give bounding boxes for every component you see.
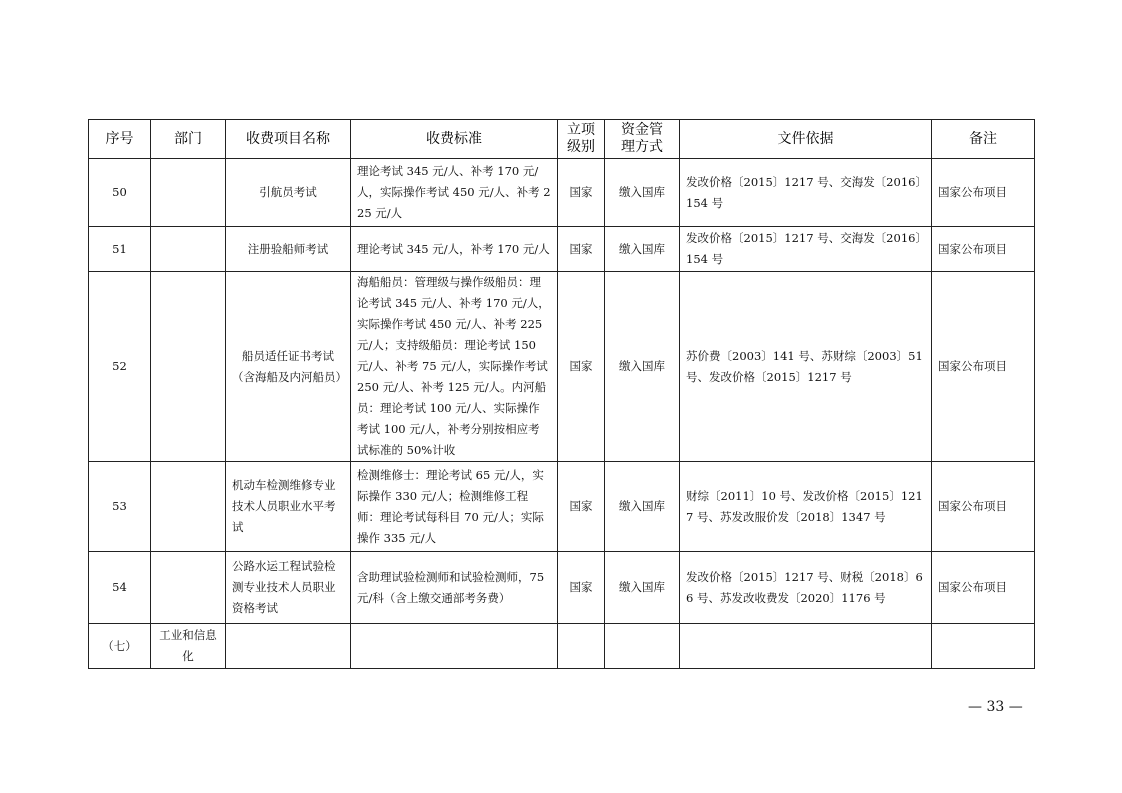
empty-cell (680, 624, 932, 669)
row-item: 船员适任证书考试（含海船及内河船员） (226, 272, 351, 462)
empty-cell (932, 624, 1035, 669)
row-level: 国家 (558, 462, 605, 552)
row-level: 国家 (558, 227, 605, 272)
row-dept (151, 272, 226, 462)
row-fund: 缴入国库 (605, 552, 680, 624)
empty-cell (226, 624, 351, 669)
row-no: 53 (89, 462, 151, 552)
row-no: 54 (89, 552, 151, 624)
row-fund: 缴入国库 (605, 159, 680, 227)
row-level: 国家 (558, 159, 605, 227)
empty-cell (558, 624, 605, 669)
header-dept: 部门 (151, 120, 226, 159)
row-dept (151, 227, 226, 272)
section-row (89, 624, 1035, 669)
row-item: 注册验船师考试 (226, 227, 351, 272)
row-no: 52 (89, 272, 151, 462)
header-standard: 收费标准 (351, 120, 558, 159)
row-basis: 财综〔2011〕10 号、发改价格〔2015〕1217 号、苏发改服价发〔2018〕1347 号 (680, 462, 932, 552)
row-level: 国家 (558, 552, 605, 624)
table-row (89, 159, 1035, 227)
row-item: 引航员考试 (226, 159, 351, 227)
table-row (89, 552, 1035, 624)
table-row (89, 462, 1035, 552)
row-fund: 缴入国库 (605, 272, 680, 462)
row-basis: 发改价格〔2015〕1217 号、财税〔2018〕66 号、苏发改收费发〔2020〕1176 号 (680, 552, 932, 624)
row-dept (151, 159, 226, 227)
row-standard: 理论考试 345 元/人、补考 170 元/人，实际操作考试 450 元/人、补考 225 元/人 (351, 159, 558, 227)
row-dept (151, 552, 226, 624)
row-fund: 缴入国库 (605, 462, 680, 552)
table-row (89, 227, 1035, 272)
row-basis: 苏价费〔2003〕141 号、苏财综〔2003〕51 号、发改价格〔2015〕1217 号 (680, 272, 932, 462)
fee-table (88, 119, 1035, 669)
section-no: （七） (89, 624, 151, 669)
empty-cell (351, 624, 558, 669)
row-standard: 理论考试 345 元/人，补考 170 元/人 (351, 227, 558, 272)
row-standard: 含助理试验检测师和试验检测师，75 元/科（含上缴交通部考务费） (351, 552, 558, 624)
header-note: 备注 (932, 120, 1035, 159)
row-note: 国家公布项目 (932, 552, 1035, 624)
row-standard: 检测维修士：理论考试 65 元/人，实际操作 330 元/人；检测维修工程师：理论考试每科目 70 元/人；实际操作 335 元/人 (351, 462, 558, 552)
section-dept: 工业和信息化 (151, 624, 226, 669)
row-basis: 发改价格〔2015〕1217 号、交海发〔2016〕154 号 (680, 227, 932, 272)
row-dept (151, 462, 226, 552)
empty-cell (605, 624, 680, 669)
row-note: 国家公布项目 (932, 462, 1035, 552)
row-item: 机动车检测维修专业技术人员职业水平考试 (226, 462, 351, 552)
row-basis: 发改价格〔2015〕1217 号、交海发〔2016〕154 号 (680, 159, 932, 227)
header-no: 序号 (89, 120, 151, 159)
table-header-row (89, 120, 1035, 159)
row-no: 51 (89, 227, 151, 272)
row-note: 国家公布项目 (932, 227, 1035, 272)
header-fund: 资金管理方式 (605, 120, 680, 159)
row-level: 国家 (558, 272, 605, 462)
header-item: 收费项目名称 (226, 120, 351, 159)
row-note: 国家公布项目 (932, 272, 1035, 462)
header-level: 立项级别 (558, 120, 605, 159)
row-no: 50 (89, 159, 151, 227)
row-item: 公路水运工程试验检测专业技术人员职业资格考试 (226, 552, 351, 624)
table-row (89, 272, 1035, 462)
row-fund: 缴入国库 (605, 227, 680, 272)
header-basis: 文件依据 (680, 120, 932, 159)
row-standard: 海船船员：管理级与操作级船员：理论考试 345 元/人、补考 170 元/人，实际操作考试 450 元/人、补考 225 元/人；支持级船员：理论考试 150 元/人、补考 75 元/人，实际操作考试 250 元/人、补考 125 元/人。内河船员：理论考试 100 元/人、实际操作考试 100 元/人，补考分别按相应考试标准的 50%计收 (351, 272, 558, 462)
row-note: 国家公布项目 (932, 159, 1035, 227)
page-number: — 33 — (968, 699, 1023, 715)
